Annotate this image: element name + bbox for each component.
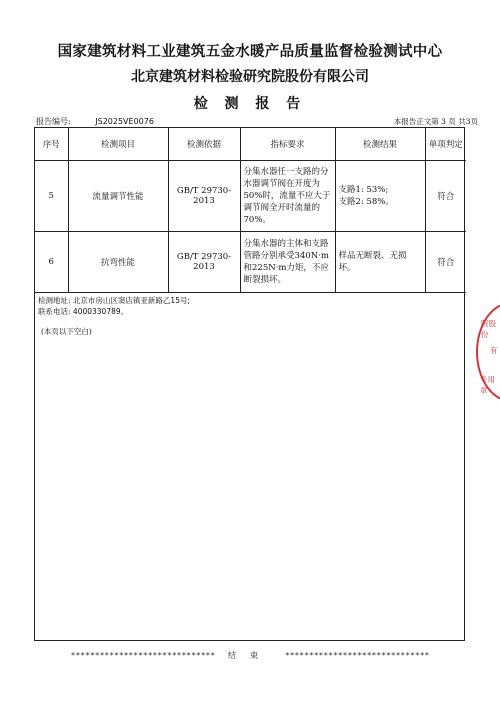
report-title: 检 测 报 告 xyxy=(193,96,307,112)
test-results-table xyxy=(35,128,466,293)
institution-title: 国家建筑材料工业建筑五金水暖产品质量监督检验测试中心 xyxy=(57,43,443,60)
col-header: 检测项目 xyxy=(68,128,168,161)
address-line xyxy=(38,295,190,306)
company-title: 北京建筑材料检验研究院股份有限公司 xyxy=(131,69,369,85)
report-number: JS2025VE0076 xyxy=(95,117,154,126)
verdict: 符合 xyxy=(425,232,466,293)
test-result: 样品无断裂、无损坏。 xyxy=(335,232,425,293)
test-item: 抗弯性能 xyxy=(68,232,168,293)
report-number-block xyxy=(36,116,154,127)
seal-text-bottom: 专用章 xyxy=(480,375,495,395)
table-row xyxy=(35,232,466,293)
col-header: 单项判定 xyxy=(425,128,466,161)
col-header: 检测结果 xyxy=(335,128,425,161)
test-basis: GB/T 29730- 2013 xyxy=(168,232,240,293)
row-number: 5 xyxy=(35,161,68,232)
phone-line xyxy=(38,306,128,317)
col-header: 指标要求 xyxy=(240,128,335,161)
seal-text-mid: 有 xyxy=(490,346,498,355)
test-item: 流量调节性能 xyxy=(68,161,168,232)
phone: 4000330789。 xyxy=(72,307,129,316)
address: 北京市房山区窦店镇亚新路乙15号; xyxy=(72,296,190,305)
report-number-label: 报告编号: xyxy=(36,117,71,126)
col-header: 检测依据 xyxy=(168,128,240,161)
seal-text-top: 院股份 xyxy=(481,319,496,339)
phone-label: 联系电话: xyxy=(38,307,71,316)
row-number: 6 xyxy=(35,232,68,293)
requirement: 分集水器的主体和支路管路分别承受340N·m和225N·m力矩，不应断裂损坏。 xyxy=(240,232,335,293)
blank-note: (本页以下空白) xyxy=(41,327,92,336)
end-stars-left: ****************************** xyxy=(70,651,216,660)
requirement: 分集水器任一支路的分水器调节阀在开度为50%时，流量不应大于调节阀全开时流量的70%。 xyxy=(240,161,335,232)
end-marker xyxy=(0,650,500,661)
table-header-row xyxy=(35,128,466,161)
col-header: 序号 xyxy=(35,128,68,161)
end-stars-right: ****************************** xyxy=(284,651,430,660)
address-label: 检测地址: xyxy=(38,296,71,305)
report-frame xyxy=(34,127,465,641)
verdict: 符合 xyxy=(425,161,466,232)
table-row xyxy=(35,161,466,232)
page-info: 本报告正文第 3 页 共3页 xyxy=(393,117,478,126)
test-basis: GB/T 29730- 2013 xyxy=(168,161,240,232)
end-word: 结束 xyxy=(228,651,272,660)
test-result: 支路1: 53%; 支路2: 58%。 xyxy=(335,161,425,232)
